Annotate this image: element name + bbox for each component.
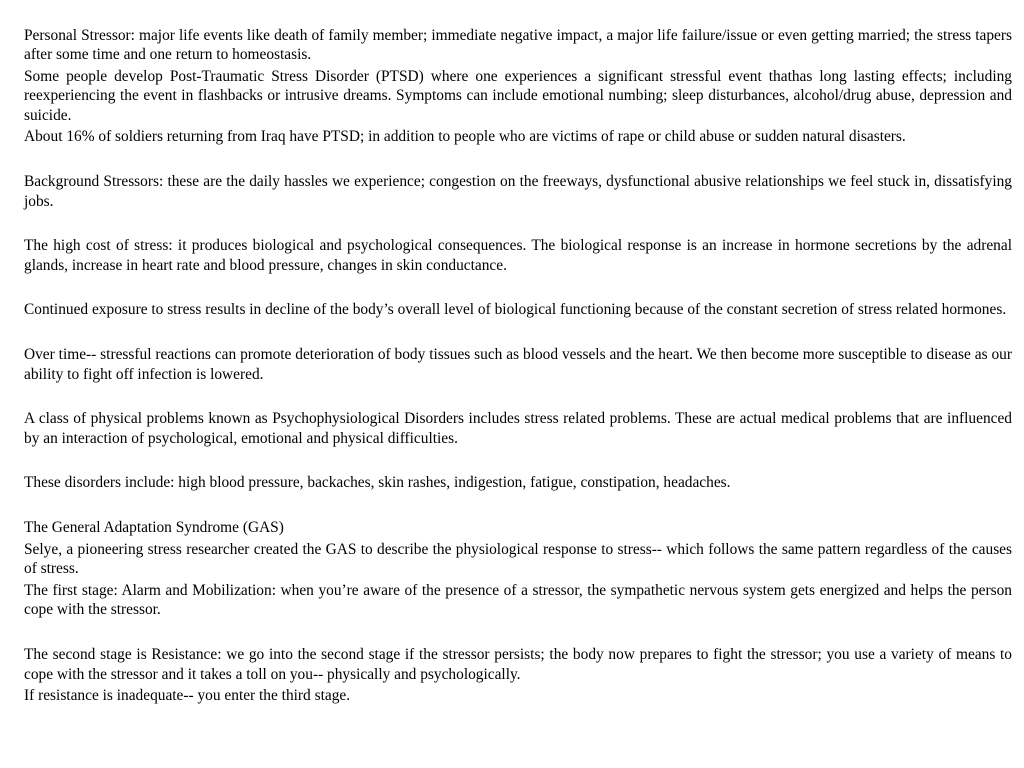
paragraph-over-time: Over time-- stressful reactions can promote deterioration of body tissues such as blood vessels and the heart. We then become more susceptible to disease as our ability to fight off infection is lowered.	[24, 346, 1012, 383]
paragraph-personal-stressor: Personal Stressor: major life events like death of family member; immediate negative impact, a major life failure/issue or even getting married; the stress tapers after some time and one return to homeostasis.	[24, 27, 1012, 64]
paragraph-disorders-list: These disorders include: high blood pressure, backaches, skin rashes, indigestion, fatigue, constipation, headaches.	[24, 474, 731, 492]
document-body	[24, 26, 1012, 708]
paragraph-spacer	[24, 213, 1012, 236]
paragraph-cost-of-stress: The high cost of stress: it produces biological and psychological consequences. The biological response is an increase in hormone secretions by the adrenal glands, increase in heart rate and blood pressure, changes in skin conductance.	[24, 237, 1012, 274]
paragraph-background-stressors: Background Stressors: these are the daily hassles we experience; congestion on the freeways, dysfunctional abusive relationships we feel stuck in, dissatisfying jobs.	[24, 173, 1012, 210]
paragraph-spacer	[24, 622, 1012, 645]
paragraph-spacer	[24, 277, 1012, 300]
paragraph-spacer	[24, 149, 1012, 172]
paragraph-soldiers-ptsd: About 16% of soldiers returning from Iraq have PTSD; in addition to people who are victims of rape or child abuse or sudden natural disasters.	[24, 128, 906, 146]
paragraph-spacer	[24, 322, 1012, 345]
paragraph-third-stage: If resistance is inadequate-- you enter the third stage.	[24, 687, 351, 705]
paragraph-first-stage: The first stage: Alarm and Mobilization: when you’re aware of the presence of a stressor, the sympathetic nervous system gets energized and helps the person cope with the stressor.	[24, 582, 1012, 619]
paragraph-second-stage: The second stage is Resistance: we go into the second stage if the stressor persists; the body now prepares to fight the stressor; you use a variety of means to cope with the stressor and it takes a toll on you-- physically and psychologically.	[24, 646, 1012, 683]
paragraph-spacer	[24, 386, 1012, 409]
paragraph-ptsd: Some people develop Post-Traumatic Stress Disorder (PTSD) where one experiences a significant stressful event thathas long lasting effects; including reexperiencing the event in flashbacks or intrusive dreams. Symptoms can include emotional numbing; sleep disturbances, alcohol/drug abuse, depression and suicide.	[24, 68, 1012, 124]
paragraph-continued-exposure: Continued exposure to stress results in decline of the body’s overall level of biological functioning because of the constant secretion of stress related hormones.	[24, 301, 1007, 319]
heading-gas: The General Adaptation Syndrome (GAS)	[24, 519, 284, 537]
paragraph-psychophysiological: A class of physical problems known as Psychophysiological Disorders includes stress related problems. These are actual medical problems that are influenced by an interaction of psychological, emotional and physical difficulties.	[24, 410, 1012, 447]
paragraph-selye: Selye, a pioneering stress researcher created the GAS to describe the physiological response to stress-- which follows the same pattern regardless of the causes of stress.	[24, 541, 1012, 578]
paragraph-spacer	[24, 495, 1012, 518]
paragraph-spacer	[24, 450, 1012, 473]
